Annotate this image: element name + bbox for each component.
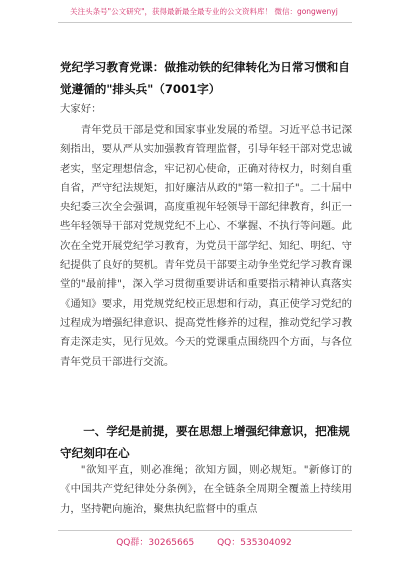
footer-divider bbox=[58, 530, 352, 531]
footer-qq-group: QQ群：30265665 bbox=[116, 538, 195, 548]
footer-qq: QQ：535304092 bbox=[217, 538, 292, 548]
salutation: 大家好： bbox=[60, 103, 102, 115]
section-heading-1: 一、学纪是前提，要在思想上增强纪律意识，把准规守纪刻印在心 bbox=[60, 424, 350, 460]
document-title: 党纪学习教育党课：做推动铁的纪律转化为日常习惯和自觉遵循的"排头兵"（7001字） bbox=[60, 60, 350, 96]
footer-contact bbox=[0, 535, 408, 548]
header-banner: 关注头条号"公文研究"，获得最新最全最专业的公文资料库！ 微信：gongwenyj bbox=[70, 7, 338, 16]
paragraph-intro: 青年党员干部是党和国家事业发展的希望。习近平总书记深刻指出，要从严从实加强教育管理监督，引导年轻干部对党忠诚老实，坚定理想信念，牢记初心使命，正确对待权力，时刻自重自省，严守纪法规矩，扣好廉洁从政的"第一粒扣子"。二十届中央纪委三次全会强调，高度重视年轻领导干部纪律教育，纠正一些年轻领导干部对党规党纪不上心、不掌握、不执行等问题。此次在全党开展党纪学习教育，为党员干部学纪、知纪、明纪、守纪提供了良好的契机。青年党员干部要主动争坐党纪学习教育课堂的"最前排"，深入学习贯彻重要讲话和重要指示精神认真落实《通知》要求，用党规党纪校正思想和行动，真正使学习党纪的过程成为增强纪律意识、提高党性修养的过程，推动党纪学习教育走深走实，见行见效。今天的党课重点围绕四个方面，与各位青年党员干部进行交流。 bbox=[60, 124, 352, 368]
paragraph-section-1: "欲知平直，则必准绳；欲知方圆，则必规矩。"新修订的《中国共产党纪律处分条例》，在全链条全周期全覆盖上持续用力，坚持靶向施治，聚焦执纪监督中的重点 bbox=[60, 464, 352, 515]
header-divider bbox=[58, 22, 352, 23]
